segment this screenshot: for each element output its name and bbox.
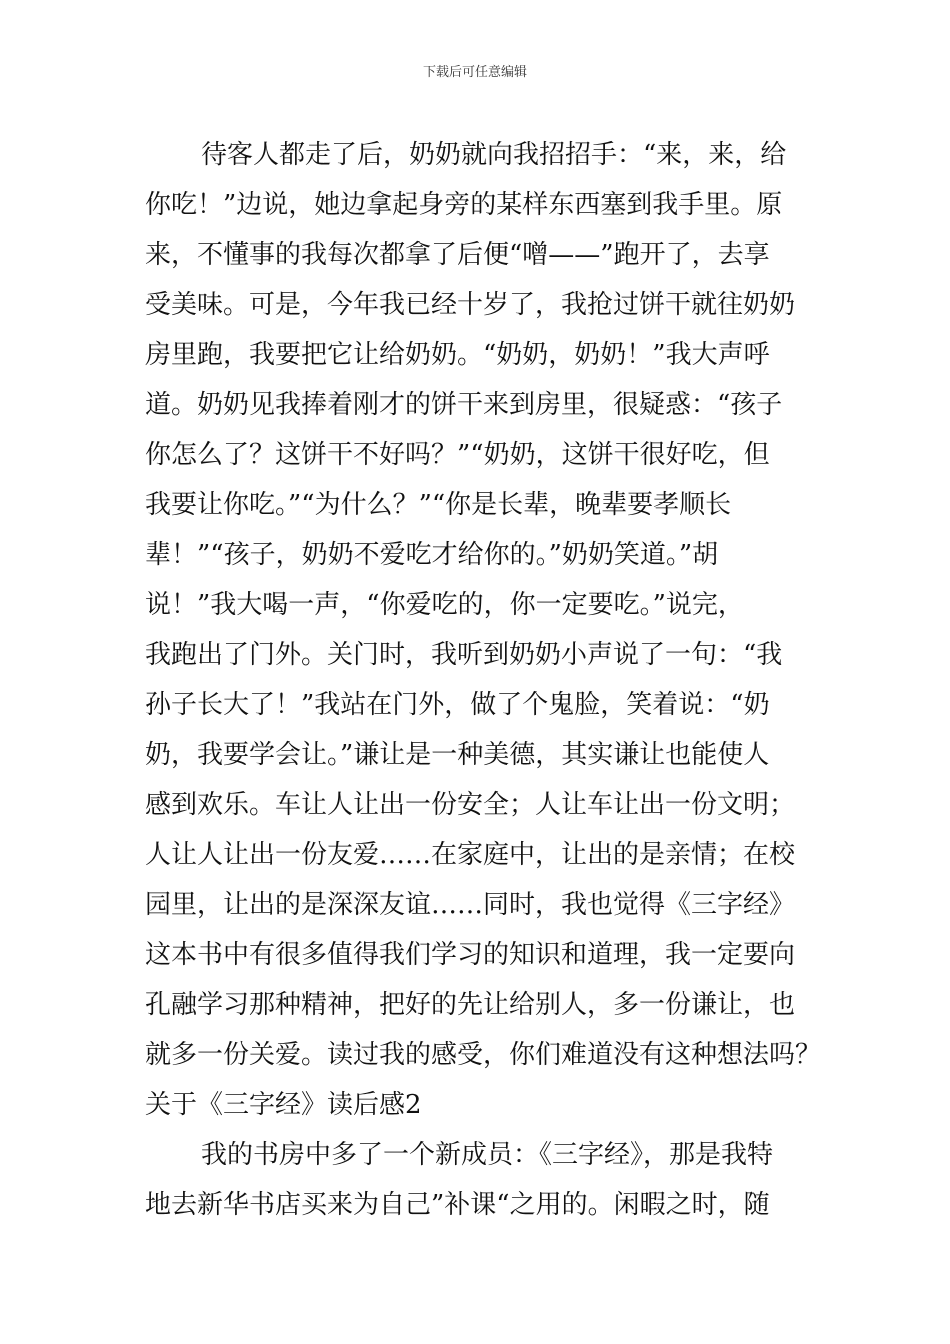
paragraph-line: 你怎么了？这饼干不好吗？”“奶奶，这饼干很好吃，但 <box>145 440 770 470</box>
page-header: 下载后可任意编辑 <box>422 65 527 80</box>
paragraph-line: 孔融学习那种精神，把好的先让给别人，多一份谦让，也 <box>145 990 796 1020</box>
paragraph-line: 我的书房中多了一个新成员：《三字经》，那是我特 <box>201 1140 774 1170</box>
paragraph-line: 这本书中有很多值得我们学习的知识和道理，我一定要向 <box>145 940 796 970</box>
paragraph-line: 奶，我要学会让。”谦让是一种美德，其实谦让也能使人 <box>145 740 770 770</box>
document-body <box>145 130 825 1230</box>
paragraph-line: 就多一份关爱。读过我的感受，你们难道没有这种想法吗？ <box>145 1040 822 1070</box>
paragraph-line: 辈！”“孩子，奶奶不爱吃才给你的。”奶奶笑道。”胡 <box>145 540 719 570</box>
paragraph-line: 受美味。可是，今年我已经十岁了，我抢过饼干就往奶奶 <box>145 290 796 320</box>
paragraph-line: 待客人都走了后，奶奶就向我招招手：“来，来，给 <box>201 140 787 170</box>
paragraph-line: 房里跑，我要把它让给奶奶。“奶奶，奶奶！”我大声呼 <box>145 340 770 370</box>
paragraph-line: 人让人让出一份友爱……在家庭中，让出的是亲情；在校 <box>145 840 796 870</box>
paragraph-line: 感到欢乐。车让人让出一份安全；人让车让出一份文明； <box>145 790 796 820</box>
paragraph-line: 我跑出了门外。关门时，我听到奶奶小声说了一句：“我 <box>145 640 783 670</box>
paragraph-line: 来，不懂事的我每次都拿了后便“噌——”跑开了，去享 <box>145 240 770 270</box>
paragraph-line: 地去新华书店买来为自己”补课“之用的。闲暇之时，随 <box>145 1190 770 1220</box>
section-heading: 关于《三字经》读后感2 <box>145 1090 422 1120</box>
paragraph-line: 我要让你吃。”“为什么？”“你是长辈，晚辈要孝顺长 <box>145 490 732 520</box>
paragraph-line: 园里，让出的是深深友谊……同时，我也觉得《三字经》 <box>145 890 796 920</box>
paragraph-line: 孙子长大了！”我站在门外，做了个鬼脸，笑着说：“奶 <box>145 690 770 720</box>
paragraph-line: 道。奶奶见我捧着刚才的饼干来到房里，很疑惑：“孩子 <box>145 390 783 420</box>
paragraph-line: 说！”我大喝一声，“你爱吃的，你一定要吃。”说完， <box>145 590 744 620</box>
paragraph-line: 你吃！”边说，她边拿起身旁的某样东西塞到我手里。原 <box>145 190 783 220</box>
